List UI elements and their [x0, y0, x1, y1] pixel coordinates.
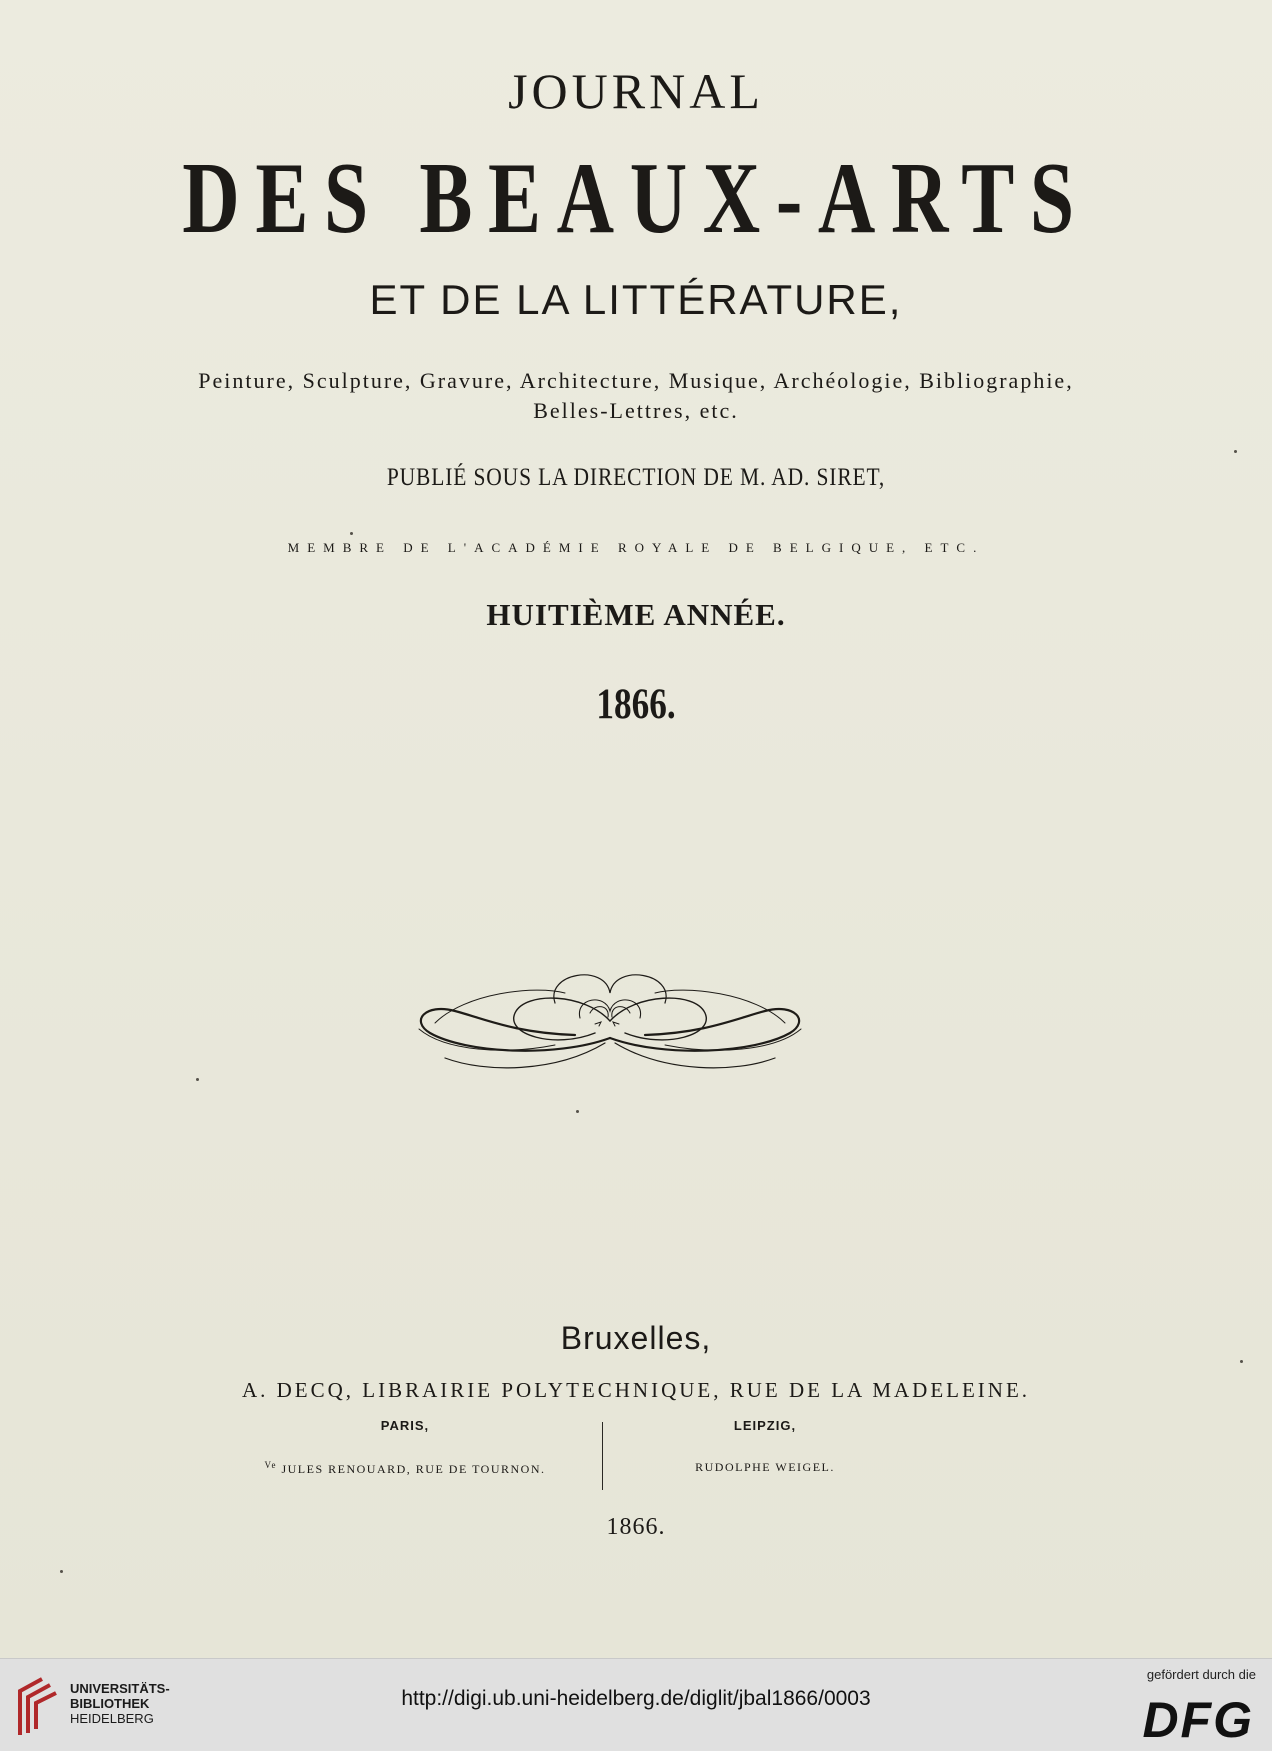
direction-line: PUBLIÉ SOUS LA DIRECTION DE M. AD. SIRET, — [386, 464, 886, 491]
library-name-line-1: UNIVERSITÄTS- — [70, 1681, 170, 1696]
paris-address-prefix: Ve — [264, 1460, 277, 1470]
leipzig-address: RUDOLPHE WEIGEL. — [695, 1460, 835, 1474]
paris-address — [215, 1460, 595, 1477]
subjects-line-2: Belles-Lettres, etc. — [533, 398, 739, 423]
imprint-city: Bruxelles, — [560, 1320, 712, 1356]
library-name-line-3: HEIDELBERG — [70, 1711, 154, 1726]
leipzig-heading: LEIPZIG, — [733, 1418, 797, 1433]
volume-year: 1866. — [596, 681, 676, 728]
subjects-line-1: Peinture, Sculpture, Gravure, Architecture, Musique, Archéologie, Bibliographie, — [198, 368, 1074, 393]
viewer-footer — [0, 1658, 1272, 1751]
imprint-year: 1866. — [606, 1514, 666, 1540]
imprint-divider — [602, 1422, 603, 1490]
membre-line: MEMBRE DE L'ACADÉMIE ROYALE DE BELGIQUE, ETC. — [287, 540, 985, 555]
funded-by-label: gefördert durch die — [1146, 1667, 1256, 1682]
main-title: DES BEAUX-ARTS — [182, 142, 1090, 255]
ornament-flourish — [405, 963, 815, 1083]
dfg-logo: DFG — [1142, 1692, 1254, 1748]
imprint-publisher: A. DECQ, LIBRAIRIE POLYTECHNIQUE, RUE DE LA MADELEINE. — [241, 1378, 1031, 1402]
permalink-url[interactable]: http://digi.ub.uni-heidelberg.de/diglit/jbal1866/0003 — [401, 1687, 871, 1710]
paris-heading: PARIS, — [380, 1418, 430, 1433]
annee-line: HUITIÈME ANNÉE. — [486, 597, 786, 632]
subtitle: ET DE LA LITTÉRATURE, — [369, 276, 903, 323]
library-name-line-2: BIBLIOTHEK — [70, 1696, 150, 1711]
journal-heading: JOURNAL — [508, 63, 764, 119]
paris-address-text: JULES RENOUARD, RUE DE TOURNON. — [281, 1462, 546, 1476]
